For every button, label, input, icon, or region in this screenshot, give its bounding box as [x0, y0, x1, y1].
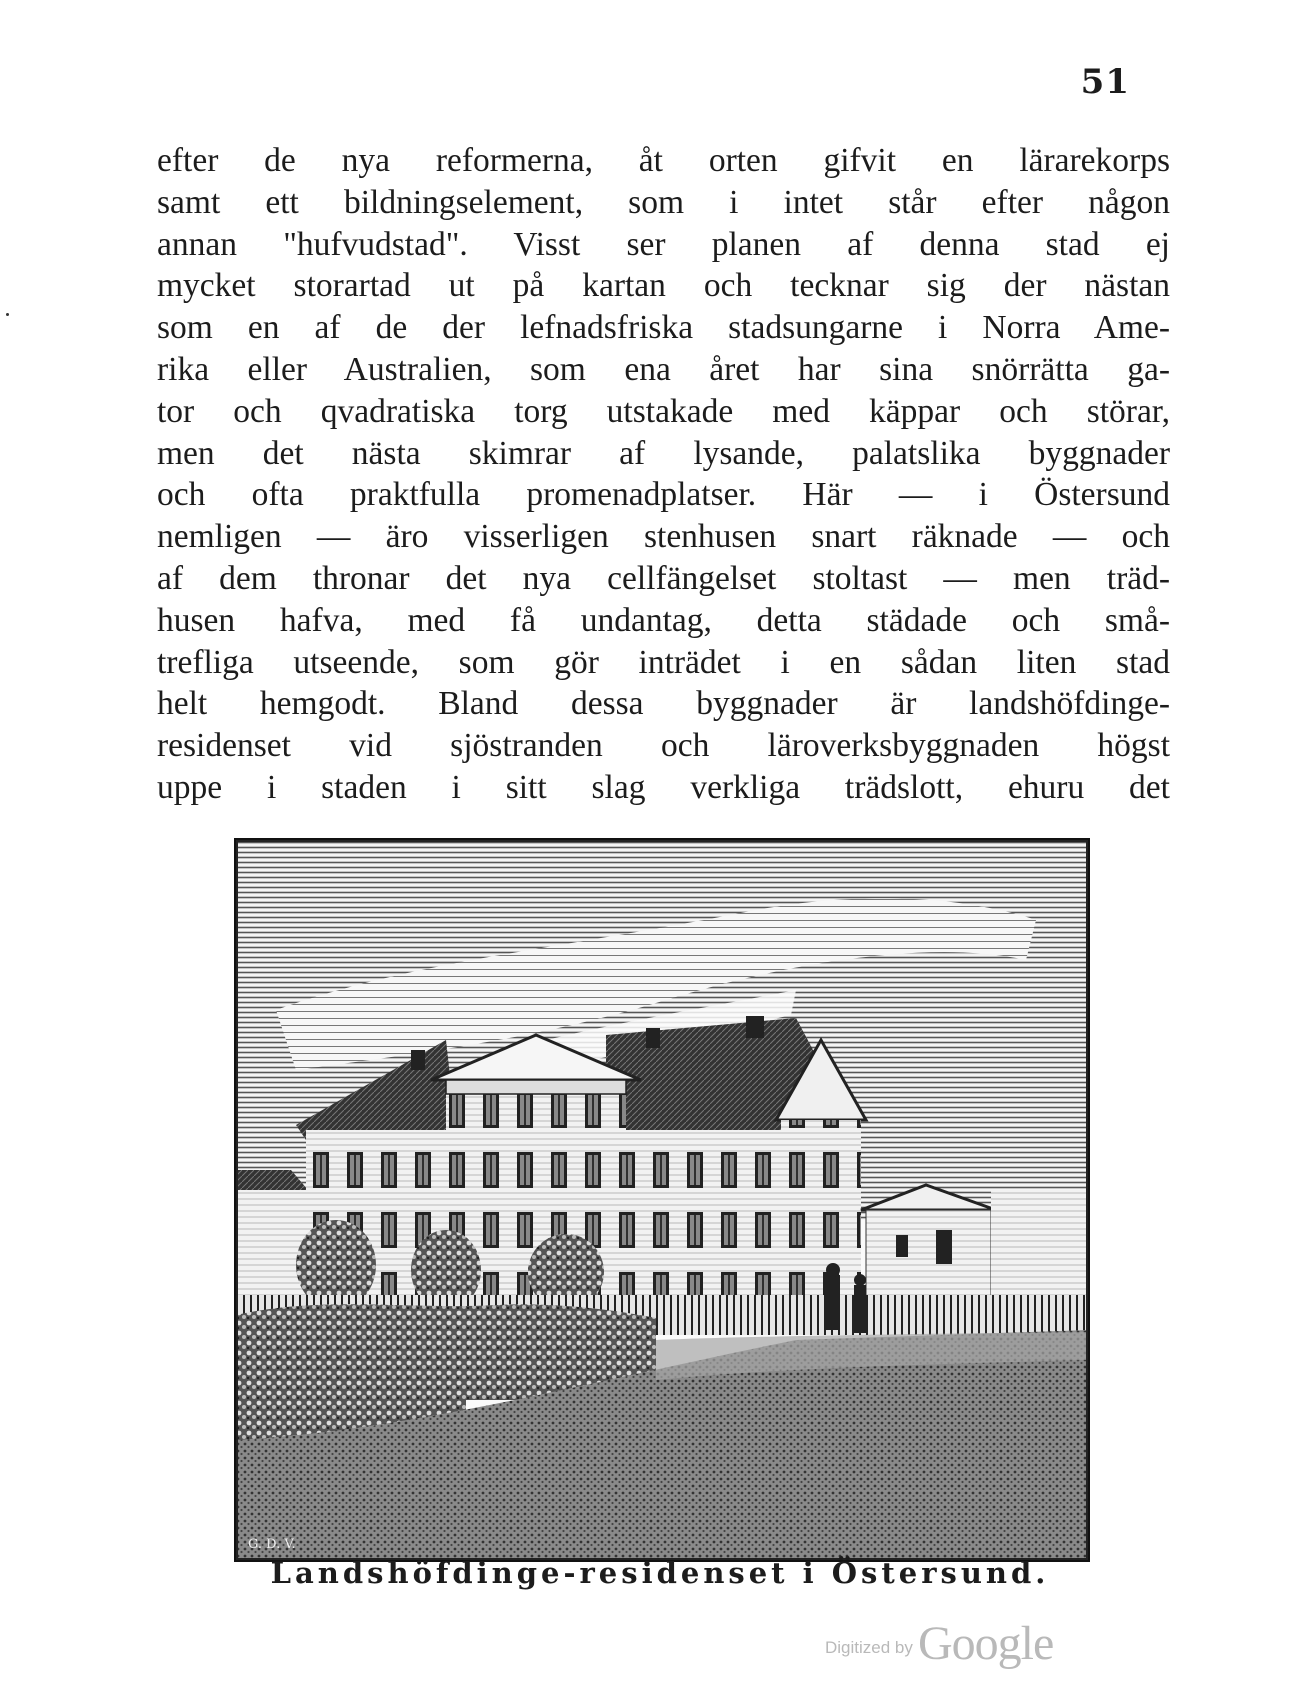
text-line: helt hemgodt. Bland dessa byggnader är landshöfdinge-	[157, 685, 1170, 723]
text-line: som en af de der lefnadsfriska stadsungarne i Norra Ame-	[157, 309, 1170, 347]
text-line: tor och qvadratiska torg utstakade med käppar och störar,	[157, 392, 1170, 430]
engraving-illustration	[234, 838, 1090, 1562]
text-line: nemligen — äro visserligen stenhusen snart räknade — och	[157, 518, 1170, 556]
watermark-prefix: Digitized by	[825, 1638, 913, 1657]
text-line: samt ett bildningselement, som i intet står efter någon	[157, 183, 1170, 221]
text-line: annan "hufvudstad". Visst ser planen af denna stad ej	[157, 225, 1170, 263]
text-line: husen hafva, med få undantag, detta städade och små-	[157, 601, 1170, 639]
text-line: af dem thronar det nya cellfängelset stoltast — men träd-	[157, 559, 1170, 597]
body-text	[157, 140, 1170, 809]
watermark-brand: Google	[917, 1617, 1054, 1670]
engraver-signature: G. D. V.	[248, 1537, 296, 1552]
digitization-watermark	[825, 1616, 1053, 1671]
text-line: trefliga utseende, som gör inträdet i en sådan liten stad	[157, 643, 1170, 681]
text-line: mycket storartad ut på kartan och tecknar sig der nästan	[157, 267, 1170, 305]
text-line: uppe i staden i sitt slag verkliga trädslott, ehuru det	[157, 768, 1170, 806]
stray-mark	[6, 313, 9, 316]
text-line: och ofta praktfulla promenadplatser. Här — i Östersund	[157, 476, 1170, 514]
text-line: efter de nya reformerna, åt orten gifvit en lärarekorps	[157, 142, 1170, 179]
figure-caption: Landshöfdinge-residenset i Östersund.	[270, 1556, 1050, 1590]
text-line: men det nästa skimrar af lysande, palatslika byggnader	[157, 434, 1170, 472]
text-line: rika eller Australien, som ena året har sina snörrätta ga-	[157, 350, 1170, 388]
text-line: residenset vid sjöstranden och läroverksbyggnaden högst	[157, 727, 1170, 765]
page-number: 51	[1080, 62, 1130, 102]
